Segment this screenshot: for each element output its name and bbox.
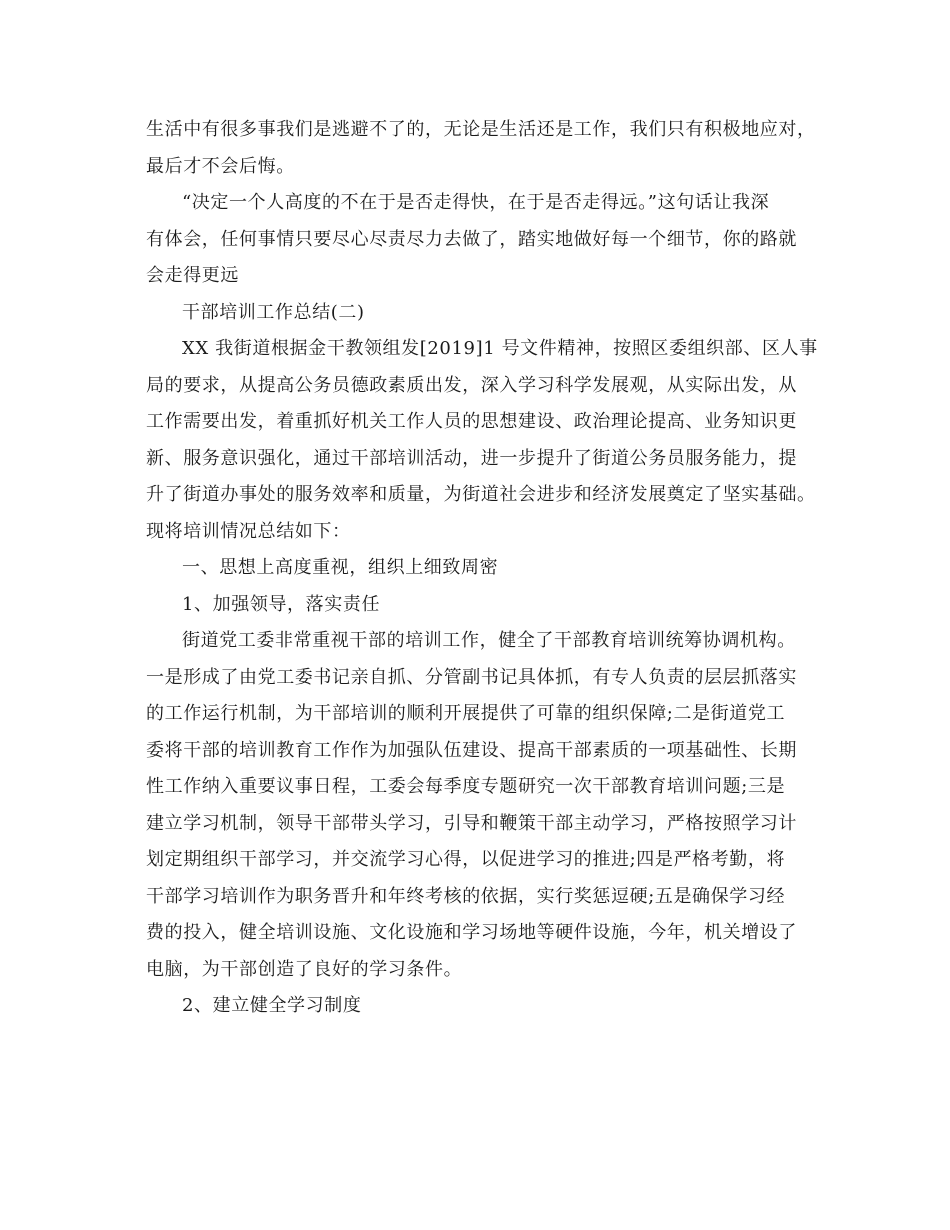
text-line: 生活中有很多事我们是逃避不了的，无论是生活还是工作，我们只有积极地应对，	[146, 119, 816, 140]
text-line: 一是形成了由党工委书记亲自抓、分管副书记具体抓，有专人负责的层层抓落实	[146, 666, 797, 688]
text-line: 的工作运行机制，为干部培训的顺利开展提供了可靠的组织保障;二是街道党工	[146, 703, 786, 724]
text-line: 新、服务意识强化，通过干部培训活动，进一步提升了街道公务员服务能力，提	[146, 447, 797, 469]
text-line: “决定一个人高度的不在于是否走得快，在于是否走得远。”这句话让我深	[182, 192, 770, 213]
text-line: 费的投入，健全培训设施、文化设施和学习场地等硬件设施，今年，机关增设了	[146, 922, 797, 943]
paragraph	[146, 331, 818, 550]
text-line: 现将培训情况总结如下：	[146, 520, 351, 542]
text-line: 局的要求，从提高公务员德政素质出发，深入学习科学发展观，从实际出发，从	[146, 374, 797, 396]
document-body	[146, 112, 818, 1025]
text-line: 电脑，为干部创造了良好的学习条件。	[146, 958, 463, 980]
text-line: XX 我街道根据金干教领组发[2019]1 号文件精神，按照区委组织部、区人事	[182, 338, 818, 359]
text-line: 建立学习机制，领导干部带头学习，引导和鞭策干部主动学习，严格按照学习计	[146, 812, 797, 834]
text-line: 划定期组织干部学习，并交流学习心得，以促进学习的推进;四是严格考勤，将	[146, 849, 786, 870]
text-line: 会走得更远	[146, 265, 239, 286]
section-heading	[146, 295, 806, 332]
paragraph	[146, 185, 806, 295]
text-line: 干部学习培训作为职务晋升和年终考核的依据，实行奖惩逗硬;五是确保学习经	[146, 885, 786, 907]
text-line: 2、建立健全学习制度	[182, 995, 362, 1016]
text-line: 工作需要出发，着重抓好机关工作人员的思想建设、政治理论提高、业务知识更	[146, 411, 797, 432]
text-line: 有体会，任何事情只要尽心尽责尽力去做了，踏实地做好每一个细节，你的路就	[146, 228, 797, 250]
paragraph	[146, 623, 806, 988]
subsection-heading	[146, 587, 806, 624]
subsection-heading	[146, 550, 806, 587]
text-line: 最后才不会后悔。	[146, 155, 295, 177]
text-line: 1、加强领导，落实责任	[182, 593, 381, 615]
text-line: 性工作纳入重要议事日程，工委会每季度专题研究一次干部教育培训问题;三是	[146, 776, 786, 797]
text-line: 干部培训工作总结(二)	[182, 301, 365, 323]
text-line: 升了街道办事处的服务效率和质量，为街道社会进步和经济发展奠定了坚实基础。	[146, 484, 816, 505]
text-line: 委将干部的培训教育工作作为加强队伍建设、提高干部素质的一项基础性、长期	[146, 739, 797, 761]
text-line: 街道党工委非常重视干部的培训工作，健全了干部教育培训统筹协调机构。	[182, 630, 796, 651]
text-line: 一、思想上高度重视，组织上细致周密	[182, 557, 499, 578]
subsection-heading	[146, 988, 806, 1025]
paragraph	[146, 112, 816, 185]
